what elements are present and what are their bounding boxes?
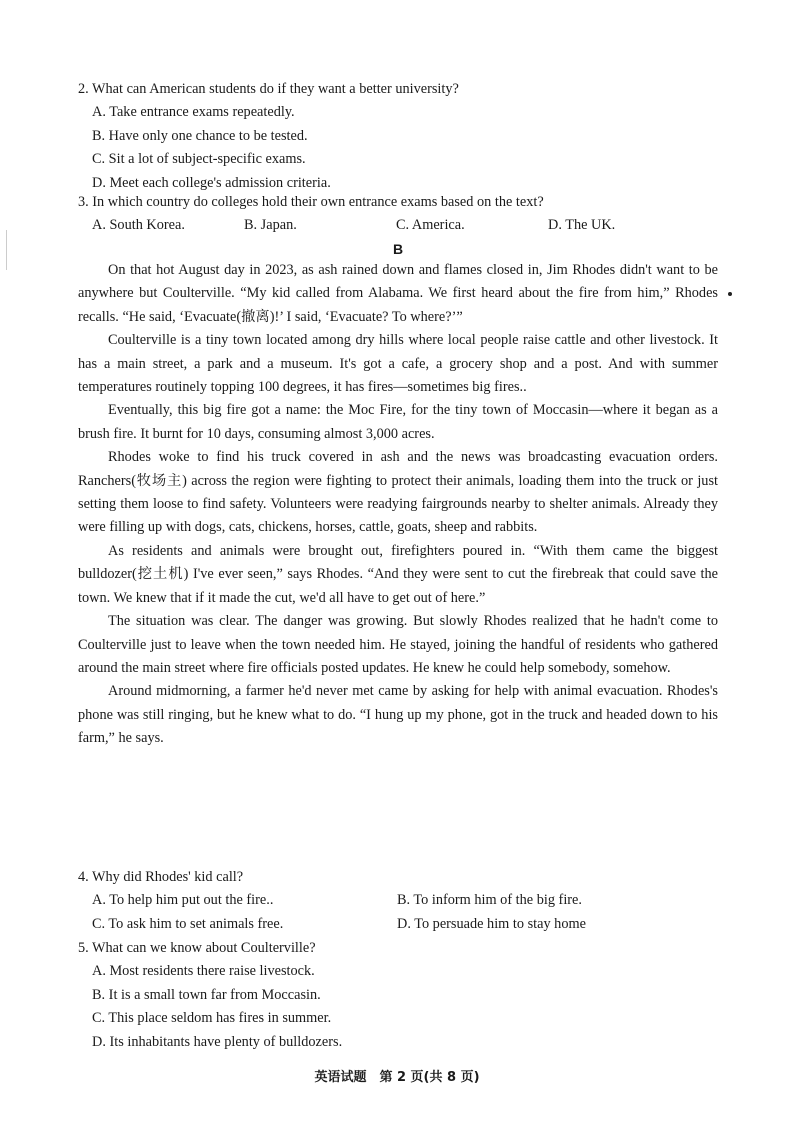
- option-c: C. This place seldom has fires in summer.: [92, 1010, 332, 1027]
- option-c: C. America.: [396, 217, 465, 234]
- passage-paragraph: Coulterville is a tiny town located among dry hills where local people raise cattle and other livestock. It has a main street, a park and a museum. It's got a cafe, a grocery shop and a post. And with summer temperatures routinely topping 100 degrees, it has fires—sometimes big fires..: [78, 332, 718, 396]
- passage-paragraph: The situation was clear. The danger was growing. But slowly Rhodes realized that he hadn't come to Coulterville just to leave when the town needed him. He stayed, joining the handful of residents who gathered around the main street where fire officials posted updates. He knew he could help somebody, somehow.: [78, 613, 718, 676]
- question-stem: 5. What can we know about Coulterville?: [78, 940, 316, 956]
- question-4: [78, 866, 718, 936]
- option-c: C. To ask him to set animals free.: [92, 915, 284, 932]
- passage-paragraph: Around midmorning, a farmer he'd never met came by asking for help with animal evacuation. Rhodes's phone was still ringing, but he knew what to do. “I hung up my phone, got in the truck and headed down to his farm,” he says.: [78, 683, 718, 747]
- options-row: [78, 889, 718, 912]
- option-b: B. It is a small town far from Moccasin.: [92, 986, 321, 1003]
- option-b: B. Have only one chance to be tested.: [92, 127, 308, 144]
- option-c: C. Sit a lot of subject-specific exams.: [92, 151, 306, 168]
- option-d: D. The UK.: [548, 217, 616, 234]
- question-stem: 2. What can American students do if they want a better university?: [78, 81, 459, 97]
- question-stem: 4. Why did Rhodes' kid call?: [78, 869, 244, 885]
- option-d: D. Its inhabitants have plenty of bulldozers.: [92, 1033, 343, 1050]
- question-3: [78, 191, 718, 238]
- option-a: A. To help him put out the fire..: [92, 892, 274, 909]
- option-a: A. Most residents there raise livestock.: [92, 963, 315, 980]
- question-5: [78, 937, 718, 1054]
- passage-paragraph: On that hot August day in 2023, as ash rained down and flames closed in, Jim Rhodes didn't want to be anywhere but Coulterville. “My kid called from Alabama. We first heard about the fire from him,” Rhodes recalls. “He said, ‘Evacuate(撤离)!’ I said, ‘Evacuate? To where?’”: [78, 262, 718, 325]
- option-d: D. Meet each college's admission criteria.: [92, 174, 331, 191]
- question-2: [78, 78, 718, 195]
- scan-margin-mark: [6, 230, 7, 270]
- options-row: [78, 214, 718, 237]
- passage-paragraph: As residents and animals were brought out, firefighters poured in. “With them came the biggest bulldozer(挖土机) I've ever seen,” says Rhodes. “And they were sent to cut the firebreak that could save the town. We knew that if it made the cut, we'd all have to get out of here.”: [78, 542, 718, 606]
- reading-passage: [78, 259, 718, 751]
- scan-dot: [728, 292, 732, 296]
- page-footer: 英语试题 第 2 页(共 8 页): [314, 1070, 480, 1085]
- passage-paragraph: Rhodes woke to find his truck covered in ash and the news was broadcasting evacuation orders. Ranchers(牧场主) across the region were fighting to protect their animals, loading them into the truck or just setting them loose to find safety. Volunteers were readying fairgrounds nearby to shelter animals. Already they were filling up with dogs, cats, chickens, horses, cattle, goats, sheep and rabbits.: [78, 449, 718, 536]
- options-row: [78, 913, 718, 936]
- option-b: B. To inform him of the big fire.: [397, 892, 582, 909]
- section-heading: B: [392, 241, 404, 257]
- option-a: A. Take entrance exams repeatedly.: [92, 104, 295, 121]
- option-a: A. South Korea.: [92, 217, 185, 234]
- option-d: D. To persuade him to stay home: [397, 915, 586, 932]
- option-b: B. Japan.: [244, 217, 297, 234]
- question-stem: 3. In which country do colleges hold their own entrance exams based on the text?: [78, 194, 544, 210]
- passage-paragraph: Eventually, this big fire got a name: the Moc Fire, for the tiny town of Moccasin—where it began as a brush fire. It burnt for 10 days, consuming almost 3,000 acres.: [78, 402, 718, 442]
